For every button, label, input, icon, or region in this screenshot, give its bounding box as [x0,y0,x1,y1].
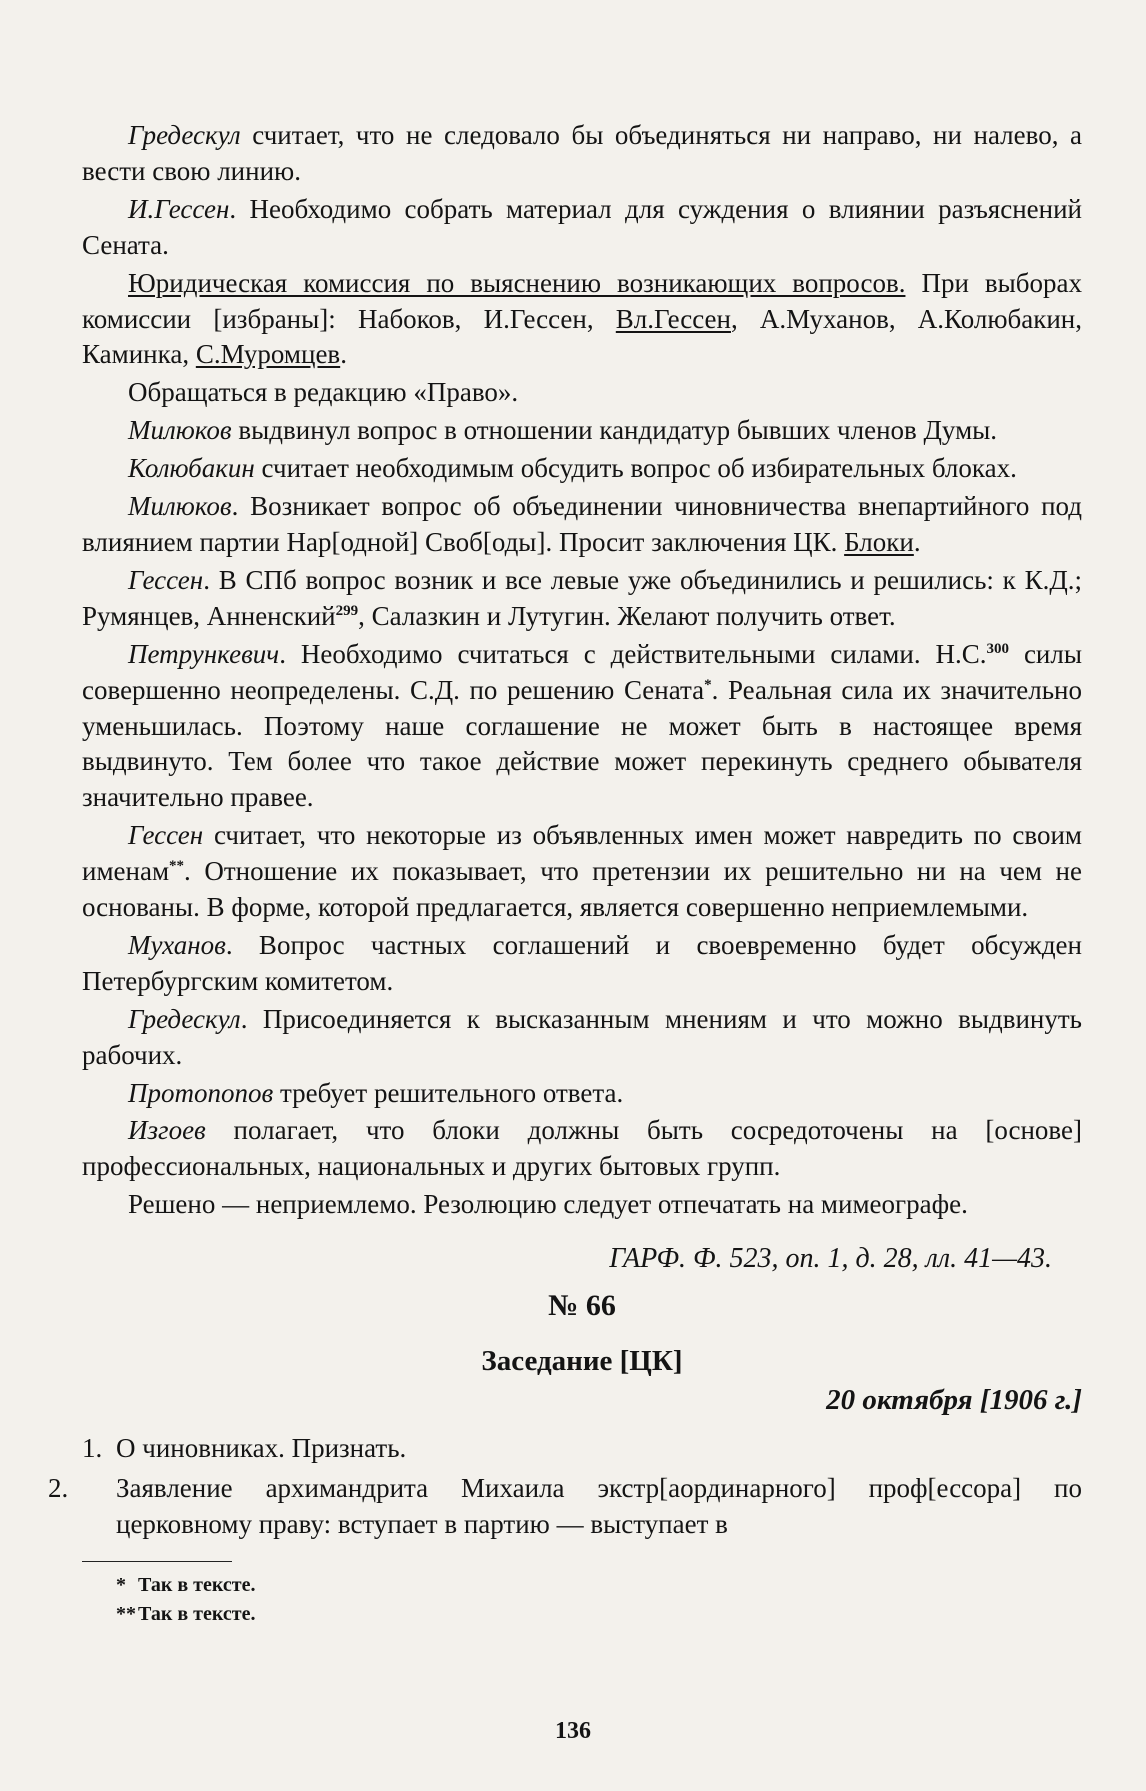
paragraph-text: . В СПб вопрос возник и все левые уже объединились и решились: к К.Д.; Румянцев, Анненский [82,564,1082,631]
speaker-name: И.Гессен [128,193,230,224]
paragraph-text: считает, что не следовало бы объединяться ни направо, ни налево, а вести свою линию. [82,120,1082,186]
footnote-1 [82,1574,1082,1597]
item-text: Заявление архимандрита Михаила экстр[аординарного] проф[ессора] по церковному праву: вступает в партию — выступает в [116,1473,1082,1539]
paragraph-text: , Салазкин и Лутугин. Желают получить ответ. [358,600,896,631]
agenda-item-2 [48,1471,1082,1543]
paragraph-text: выдвинул вопрос в отношении кандидатур бывших членов Думы. [231,415,998,446]
paragraph-text: считает, что некоторые из объявленных имен может навредить по своим именам [82,820,1082,887]
paragraph-text: . Присоединяется к высказанным мнениям и что можно выдвинуть рабочих. [82,1003,1082,1070]
paragraph-gredeskul-2 [82,1002,1082,1074]
paragraph-koliubakin [82,451,1082,487]
paragraph-protopopov [82,1076,1082,1112]
footnote-ref: ** [169,858,185,875]
item-text: О чиновниках. Признать. [116,1433,407,1464]
speaker-name: Милюков [128,415,232,446]
paragraph-text: . Реальная сила их значительно уменьшилась. Поэтому наше соглашение не может быть в настоящее время выдвинуто. Тем более что такое действие может перекинуть среднего обывателя значительно правее. [82,674,1082,813]
paragraph-mukhanov [82,928,1082,1000]
underlined-name: Вл.Гессен [615,303,731,334]
paragraph-pravo: Обращаться в редакцию «Право». [128,377,519,408]
underlined-word: Блоки [844,526,914,557]
paragraph-gessen-2 [82,818,1082,926]
speaker-name: Гессен [128,564,204,595]
paragraph-commission [82,266,1082,374]
paragraph-text: . Вопрос частных соглашений и своевременно будет обсужден Петербургским комитетом. [82,929,1082,996]
speaker-name: Протопопов [128,1077,274,1108]
commission-text: , А.Муханов, А.Колюбакин, Каминка, [82,303,1082,370]
footnote-ref: * [704,676,712,693]
paragraph-text: . Необходимо считаться с действительными силами. Н.С. [279,638,987,669]
footnote-text: Так в тексте. [138,1573,256,1596]
footnote-mark: * [116,1573,126,1596]
speaker-name: Гредескул [128,1003,241,1034]
paragraph-text: . [913,526,921,557]
paragraph-text: полагает, что блоки должны быть сосредоточены на [основе] профессиональных, национальных и других бытовых групп. [82,1115,1082,1182]
commission-text: . [340,339,347,370]
paragraph-i-gessen [82,192,1082,264]
footnote-ref: 299 [335,602,359,619]
item-number: 2. [48,1473,69,1504]
paragraph-text: силы совершенно неопределены. С.Д. по решению Сената [82,638,1082,705]
paragraph-petrunkevich [82,637,1082,817]
speaker-name: Милюков [128,491,232,522]
paragraph-decision: Решено — неприемлемо. Резолюцию следует отпечатать на мимеографе. [128,1189,968,1220]
session-date: 20 октября [1906 г.] [826,1384,1082,1417]
paragraph-izgoev [82,1113,1082,1185]
paragraph-gessen-1 [82,563,1082,635]
speaker-name: Гессен [128,820,204,851]
speaker-name: Муханов [128,929,226,960]
paragraph-miliukov-1 [82,413,1082,449]
underlined-name: С.Муромцев [195,339,341,370]
archive-source: ГАРФ. Ф. 523, оп. 1, д. 28, лл. 41—43. [609,1243,1052,1275]
agenda-item-1 [82,1431,1082,1467]
footnote-mark: ** [116,1602,136,1625]
speaker-name: Гредескул [128,120,241,150]
footnote-text: Так в тексте. [138,1602,256,1625]
speaker-name: Колюбакин [128,453,255,484]
speaker-name: Петрункевич [128,638,280,669]
paragraph-text: . Необходимо собрать материал для суждения о влиянии разъяснений Сената. [82,193,1082,260]
footnote-divider [82,1561,232,1562]
paragraph-text: считает необходимым обсудить вопрос об избирательных блоках. [254,453,1017,484]
page-number: 136 [555,1718,591,1744]
document-number: № 66 [548,1289,616,1323]
paragraph-text: требует решительного ответа. [273,1077,624,1108]
paragraph-text: . Возникает вопрос об объединении чиновничества внепартийного под влиянием партии Нар[одной] Своб[оды]. Просит заключения ЦК. [82,491,1082,557]
footnote-ref: 300 [986,640,1010,657]
commission-heading: Юридическая комиссия по выяснению возникающих вопросов. [128,267,906,298]
speaker-name: Изгоев [128,1115,206,1146]
footnote-2 [82,1603,1082,1626]
commission-text: При выборах комиссии [избраны]: Набоков, И.Гессен, [82,267,1083,334]
document-page [48,118,1083,1632]
paragraph-gredeskul [82,118,1082,190]
paragraph-miliukov-2 [82,489,1082,561]
session-title: Заседание [ЦК] [481,1345,683,1378]
item-number: 1. [82,1433,103,1464]
paragraph-text: . Отношение их показывает, что претензии их решительно ни на чем не основаны. В форме, которой предлагается, является совершенно неприемлемыми. [82,856,1082,923]
